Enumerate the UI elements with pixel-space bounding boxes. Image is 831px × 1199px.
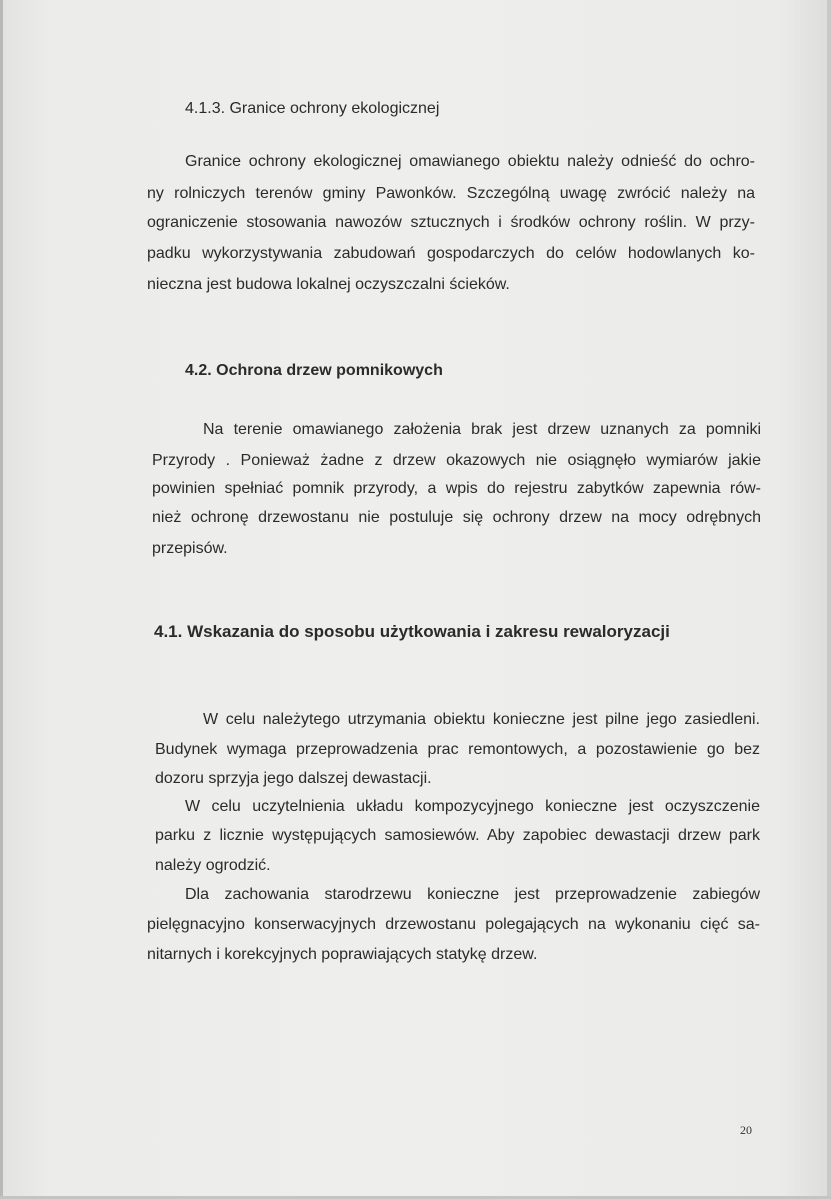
- paragraph-line: należy ogrodzić.: [155, 857, 271, 874]
- paragraph-line: nitarnych i korekcyjnych poprawiających statykę drzew.: [147, 946, 538, 963]
- section-413-heading: 4.1.3. Granice ochrony ekologicznej: [185, 100, 440, 117]
- paragraph-line: nież ochronę drzewostanu nie postuluje się ochrony drzew na mocy odrębnych: [152, 509, 761, 526]
- paragraph-line: Granice ochrony ekologicznej omawianego obiektu należy odnieść do ochro-: [185, 153, 755, 170]
- paragraph-line: powinien spełniać pomnik przyrody, a wpis do rejestru zabytków zapewnia rów-: [152, 480, 761, 497]
- paragraph-line: nieczna jest budowa lokalnej oczyszczalni ścieków.: [147, 276, 510, 293]
- paragraph-line: parku z licznie występujących samosiewów. Aby zapobiec dewastacji drzew park: [155, 827, 760, 844]
- page-number: 20: [740, 1123, 752, 1137]
- paragraph-line: pielęgnacyjno konserwacyjnych drzewostanu polegających na wykonaniu cięć sa-: [147, 916, 760, 933]
- section-42-heading: 4.2. Ochrona drzew pomnikowych: [185, 362, 443, 379]
- paragraph-line: przepisów.: [152, 540, 228, 557]
- paragraph-line: padku wykorzystywania zabudowań gospodarczych do celów hodowlanych ko-: [147, 245, 755, 262]
- scan-right-edge: [827, 0, 831, 1199]
- paragraph-line: Dla zachowania starodrzewu konieczne jest przeprowadzenie zabiegów: [185, 886, 760, 903]
- section-41-heading: 4.1. Wskazania do sposobu użytkowania i zakresu rewaloryzacji: [154, 622, 670, 641]
- paragraph-line: ograniczenie stosowania nawozów sztucznych i środków ochrony roślin. W przy-: [147, 214, 755, 231]
- paragraph-line: ny rolniczych terenów gminy Pawonków. Szczególną uwagę zwrócić należy na: [147, 185, 755, 202]
- paragraph-line: Budynek wymaga przeprowadzenia prac remontowych, a pozostawienie go bez: [155, 741, 760, 758]
- paragraph-line: Przyrody . Ponieważ żadne z drzew okazowych nie osiągnęło wymiarów jakie: [152, 452, 761, 469]
- scan-left-edge: [0, 0, 3, 1199]
- paragraph-line: dozoru sprzyja jego dalszej dewastacji.: [155, 770, 432, 787]
- paragraph-line: W celu uczytelnienia układu kompozycyjnego konieczne jest oczyszczenie: [185, 798, 760, 815]
- paragraph-line: Na terenie omawianego założenia brak jest drzew uznanych za pomniki: [203, 421, 761, 438]
- paragraph-line: W celu należytego utrzymania obiektu konieczne jest pilne jego zasiedleni.: [203, 711, 760, 728]
